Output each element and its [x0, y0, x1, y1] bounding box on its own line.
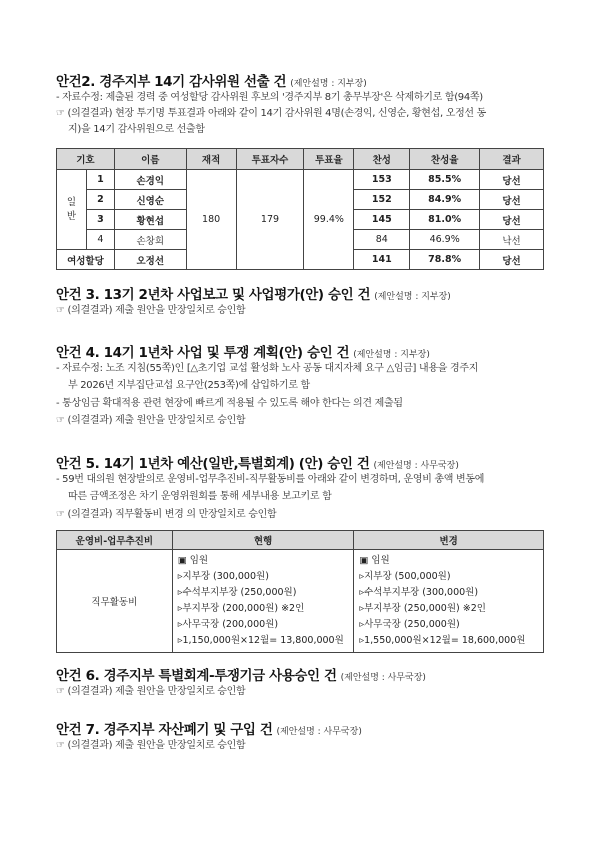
agenda-6-title: 안건 6. 경주지부 특별회계-투쟁기금 사용승인 건 (제안설명 : 사무국장) [56, 668, 426, 684]
result-cell: 당선 [480, 210, 544, 230]
header-cell: 재적 [186, 149, 236, 170]
result-cell: 당선 [480, 190, 544, 210]
agenda-5-proposer: (제안설명 : 사무국장) [373, 461, 459, 471]
header-cell: 현행 [172, 531, 354, 550]
yes-votes: 141 [354, 250, 410, 270]
agenda-5-line: - 59번 대의원 현장발의로 운영비-업무추진비-직무활동비를 아래와 같이 변경하며, 운영비 총액 변동에 [56, 474, 485, 485]
agenda-4-line: 부 2026년 지부집단교섭 요구안(253쪽)에 삽입하기로 함 [68, 380, 310, 391]
candidate-number: 3 [86, 210, 114, 230]
candidate-name: 신영순 [114, 190, 186, 210]
yes-rate: 78.8% [410, 250, 480, 270]
candidate-number: 4 [86, 230, 114, 250]
changed-budget-cell [354, 550, 544, 653]
budget-line: ▹1,150,000원×12월= 13,800,000원 [177, 635, 344, 646]
agenda-7-title: 안건 7. 경주지부 자산폐기 및 구입 건 (제안설명 : 사무국장) [56, 722, 362, 738]
budget-line: ▹부지부장 (200,000원) ※2인 [177, 603, 305, 614]
registered-cell: 180 [186, 170, 236, 270]
agenda-5-line: 따른 금액조정은 차기 운영위원회를 통해 세부내용 보고키로 함 [68, 491, 332, 502]
yes-votes: 84 [354, 230, 410, 250]
budget-line: ▹1,550,000원×12월= 18,600,000원 [359, 635, 526, 646]
table-header-row [57, 531, 544, 550]
turnout-cell: 99.4% [304, 170, 354, 270]
result-cell: 당선 [480, 170, 544, 190]
agenda-7-line: ☞ (의결결과) 제출 원안을 만장일치로 승인함 [56, 740, 246, 751]
header-cell: 찬성 [354, 149, 410, 170]
agenda-4-line: - 자료수정: 노조 지침(55쪽)인 [△초기업 교섭 활성화 노사 공동 대지자체 요구 △임금] 내용을 경주지 [56, 363, 479, 374]
header-cell: 결과 [480, 149, 544, 170]
agenda-5-line: ☞ (의결결과) 직무활동비 변경 의 만장일치로 승인함 [56, 509, 277, 520]
budget-line: ▹지부장 (500,000원) [359, 571, 451, 582]
auditor-vote-table [56, 148, 544, 270]
candidate-name: 황현섭 [114, 210, 186, 230]
budget-change-table [56, 530, 544, 653]
yes-votes: 153 [354, 170, 410, 190]
row-label-cell: 직무활동비 [57, 550, 173, 653]
agenda-2-title: 안건2. 경주지부 14기 감사위원 선출 건 (제안설명 : 지부장) [56, 74, 367, 90]
table-row [57, 550, 544, 653]
candidate-name: 손창희 [114, 230, 186, 250]
header-cell: 운영비-업무추진비 [57, 531, 173, 550]
yes-rate: 84.9% [410, 190, 480, 210]
agenda-4-line: - 통상임금 확대적용 관련 현장에 빠르게 적용될 수 있도록 해야 한다는 의견 제출됨 [56, 398, 403, 409]
table-header-row [57, 149, 544, 170]
agenda-4-proposer: (제안설명 : 지부장) [353, 350, 430, 360]
yes-rate: 81.0% [410, 210, 480, 230]
yes-votes: 152 [354, 190, 410, 210]
agenda-4-line: ☞ (의결결과) 제출 원안을 만장일치로 승인함 [56, 415, 246, 426]
candidate-name: 오정선 [114, 250, 186, 270]
budget-line: ▣ 임원 [177, 555, 209, 566]
budget-line: ▣ 임원 [359, 555, 390, 566]
agenda-3-line: ☞ (의결결과) 제출 원안을 만장일치로 승인함 [56, 305, 246, 316]
header-cell: 찬성율 [410, 149, 480, 170]
agenda-6-line: ☞ (의결결과) 제출 원안을 만장일치로 승인함 [56, 686, 246, 697]
budget-line: ▹수석부지부장 (250,000원) [177, 587, 297, 598]
header-cell: 변경 [354, 531, 544, 550]
current-budget-cell [172, 550, 354, 653]
candidate-name: 손경익 [114, 170, 186, 190]
budget-line: ▹지부장 (300,000원) [177, 571, 269, 582]
agenda-3-proposer: (제안설명 : 지부장) [374, 292, 451, 302]
agenda-2-line: ☞ (의결결과) 현장 투기명 투표결과 아래와 같이 14기 감사위원 4명(손경익, 신영순, 황현섭, 오정선 동 [56, 108, 487, 119]
table-row [57, 170, 544, 190]
yes-rate: 46.9% [410, 230, 480, 250]
yes-rate: 85.5% [410, 170, 480, 190]
agenda-2-line: 지)을 14기 감사위원으로 선출함 [68, 124, 205, 135]
candidate-number: 1 [86, 170, 114, 190]
agenda-5-title: 안건 5. 14기 1년차 예산(일반,특별회계) (안) 승인 건 (제안설명 : 사무국장) [56, 456, 459, 472]
yes-votes: 145 [354, 210, 410, 230]
header-cell: 투표자수 [236, 149, 304, 170]
agenda-4-title: 안건 4. 14기 1년차 사업 및 투쟁 계획(안) 승인 건 (제안설명 : 지부장) [56, 345, 430, 361]
budget-line: ▹수석부지부장 (300,000원) [359, 587, 479, 598]
candidate-number: 2 [86, 190, 114, 210]
voters-cell: 179 [236, 170, 304, 270]
agenda-2-proposer: (제안설명 : 지부장) [290, 79, 367, 89]
agenda-7-proposer: (제안설명 : 사무국장) [276, 727, 362, 737]
budget-line: ▹사무국장 (200,000원) [177, 619, 279, 630]
header-cell: 투표율 [304, 149, 354, 170]
header-cell: 이름 [114, 149, 186, 170]
agenda-3-title: 안건 3. 13기 2년차 사업보고 및 사업평가(안) 승인 건 (제안설명 : 지부장) [56, 287, 451, 303]
budget-line: ▹사무국장 (250,000원) [359, 619, 460, 630]
result-cell: 낙선 [480, 230, 544, 250]
result-cell: 당선 [480, 250, 544, 270]
agenda-2-line: - 자료수정: 제출된 경력 중 여성할당 감사위원 후보의 '경주지부 8기 총무부장'은 삭제하기로 함(94쪽) [56, 92, 483, 103]
group-label-cell: 일 반 [57, 170, 87, 250]
women-quota-label: 여성할당 [57, 250, 115, 270]
agenda-6-proposer: (제안설명 : 사무국장) [340, 673, 426, 683]
header-cell: 기호 [57, 149, 115, 170]
budget-line: ▹부지부장 (250,000원) ※2인 [359, 603, 486, 614]
